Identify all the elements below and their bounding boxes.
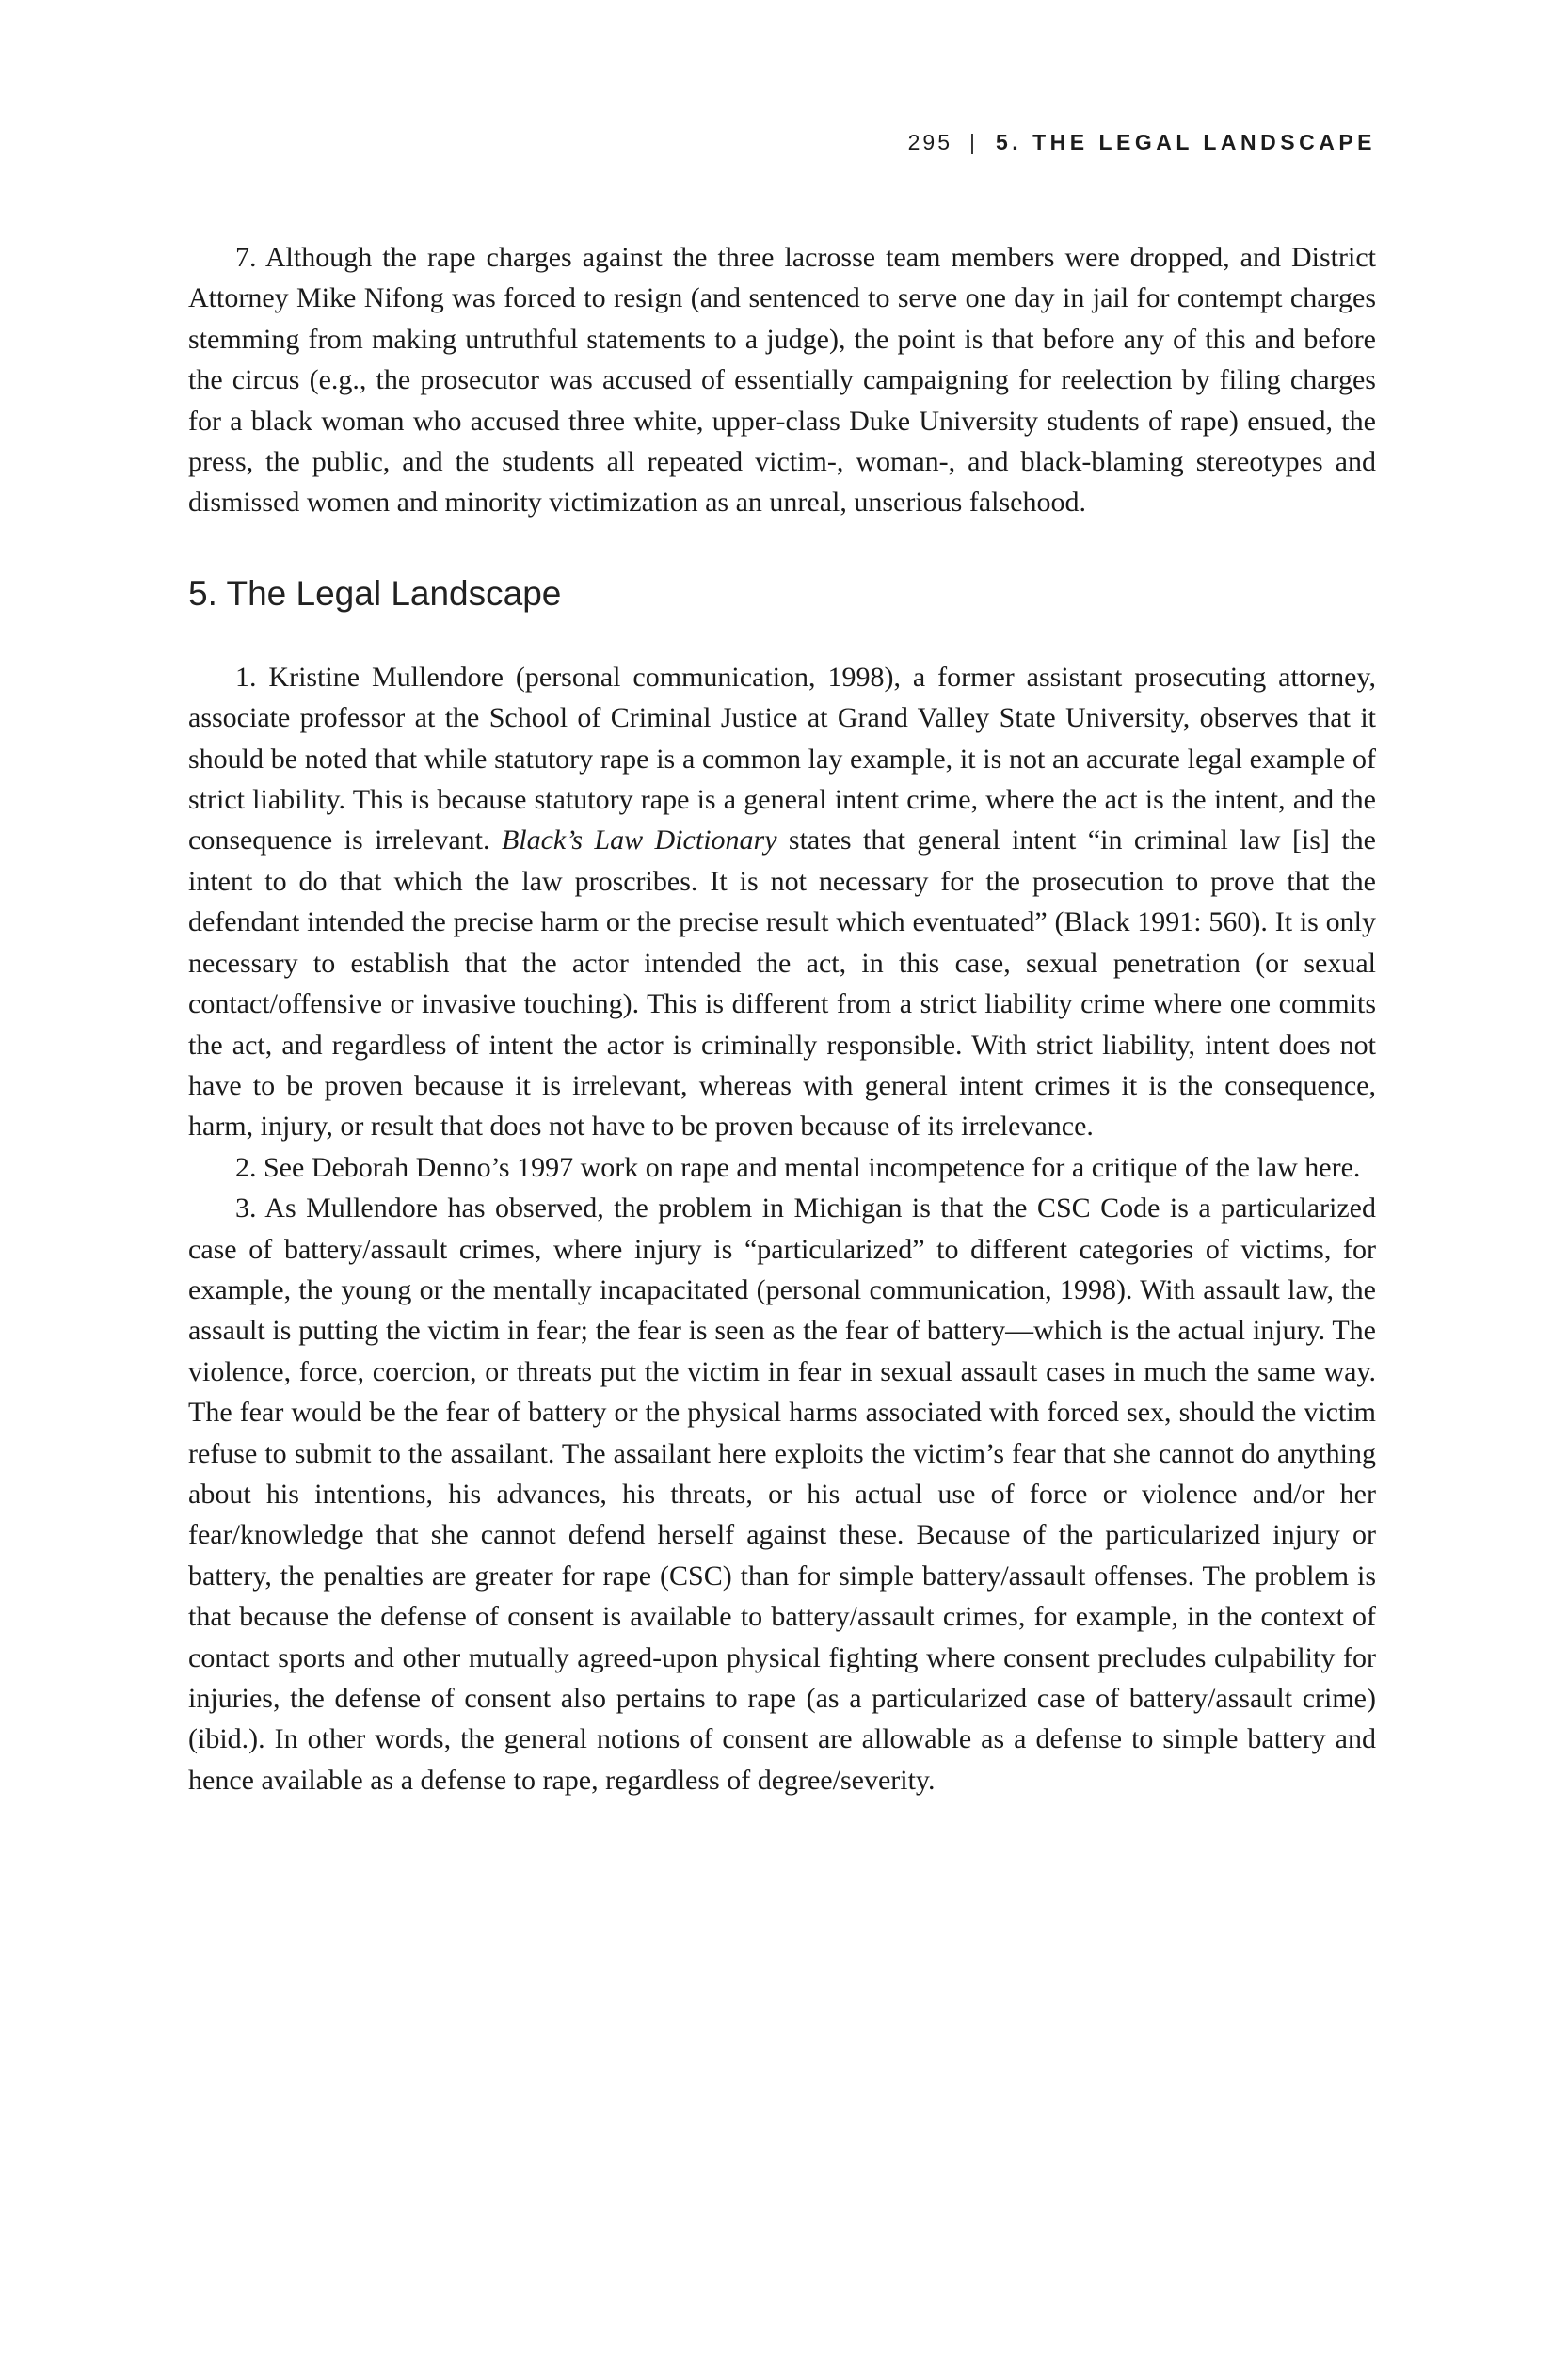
note-7 — [188, 237, 1376, 523]
note-3 — [188, 1188, 1376, 1800]
body-text: 2. See Deborah Denno’s 1997 work on rape and mental incompetence for a critique of the law here. — [235, 1151, 1361, 1183]
text-block — [188, 237, 1376, 1800]
body-text: 7. Although the rape charges against the three lacrosse team members were dropped, and District Attorney Mike Nifong was forced to resign (and sentenced to serve one day in jail for contempt charges stemming from making untruthful statements to a judge), the point is that before any of this and before the circus (e.g., the prosecutor was accused of essentially campaigning for reelection by filing charges for a black woman who accused three white, upper-class Duke University students of rape) ensued, the press, the public, and the students all repeated victim-, woman-, and black-blaming stereotypes and dismissed women and minority victimization as an unreal, unserious falsehood. — [188, 242, 1376, 519]
body-text: states that general intent “in criminal law [is] the intent to do that which the law proscribes. It is not necessary for the prosecution to prove that the defendant intended the precise harm or the precise result which eventuated” (Black 1991: 560). It is only necessary to establish that the actor intended the act, in this case, sexual penetration (or sexual contact/offensive or invasive touching). This is different from a strict liability crime where one commits the act, and regardless of intent the actor is criminally responsible. With strict liability, intent does not have to be proven because it is irrelevant, whereas with general intent crimes it is the consequence, harm, injury, or result that does not have to be proven because of its irrelevance. — [188, 824, 1376, 1143]
note-2 — [188, 1147, 1376, 1188]
italic-text: Black’s Law Dictionary — [501, 824, 777, 856]
running-header — [188, 130, 1376, 155]
running-chapter-title: 5. THE LEGAL LANDSCAPE — [996, 130, 1376, 154]
note-1 — [188, 657, 1376, 1147]
body-text: 3. As Mullendore has observed, the problem in Michigan is that the CSC Code is a particularized case of battery/assault crimes, where injury is “particularized” to different categories of victims, for example, the young or the mentally incapacitated (personal communication, 1998). With assault law, the assault is putting the victim in fear; the fear is seen as the fear of battery—which is the actual injury. The violence, force, coercion, or threats put the victim in fear in sexual assault cases in much the same way. The fear would be the fear of battery or the physical harms associated with forced sex, should the victim refuse to submit to the assailant. The assailant here exploits the victim’s fear that she cannot do anything about his intentions, his advances, his threats, or his actual use of force or violence and/or her fear/knowledge that she cannot defend herself against these. Because of the particularized injury or battery, the penalties are greater for rape (CSC) than for simple battery/assault offenses. The problem is that because the defense of consent is available to battery/assault crimes, for example, in the context of contact sports and other mutually agreed-upon physical fighting where consent precludes culpability for injuries, the defense of consent also pertains to rape (as a particularized case of battery/assault crime) (ibid.). In other words, the general notions of consent are allowable as a defense to simple battery and hence available as a defense to rape, regardless of degree/severity. — [188, 1192, 1376, 1796]
intro-notes-section — [188, 237, 1376, 523]
header-separator: | — [969, 130, 975, 154]
page-number: 295 — [907, 130, 953, 154]
section-heading: 5. The Legal Landscape — [188, 573, 562, 613]
notes-section — [188, 657, 1376, 1800]
body-text: 1. Kristine Mullendore (personal communication, 1998), a former assistant prosecuting attorney, associate professor at the School of Criminal Justice at Grand Valley State University, observes that it should be noted that while statutory rape is a common lay example, it is not an accurate legal example of strict liability. This is because statutory rape is a general intent crime, where the act is the intent, and the consequence is irrelevant. — [188, 661, 1376, 856]
